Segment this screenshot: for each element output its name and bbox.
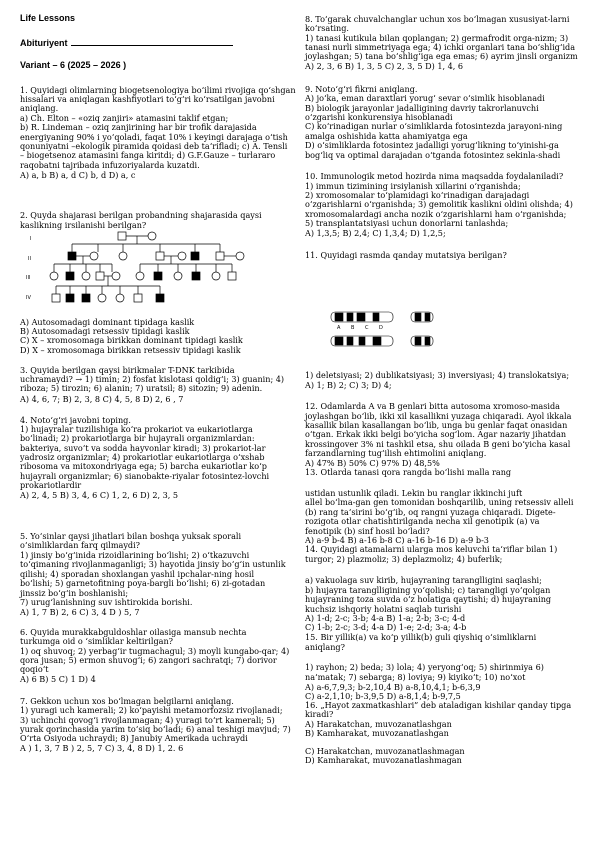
right-line: 15. Bir yillik(a) va koʻp yillik(b) guli qiyshiq oʻsimliklarni	[305, 632, 537, 642]
right-line: ustidan ustunlik qiladi. Lekin bu ranglar ikkinchi juft	[305, 488, 523, 498]
left-line: b) R. Lindeman – oziq zanjirining har bir trofik darajasida	[20, 122, 257, 132]
left-line: A) 2, 4, 5 B) 3, 4, 6 C) 1, 2, 6 D) 2, 3, 5	[20, 490, 179, 500]
left-line: qora jusan; 5) ermon shuvogʻi; 6) zangori sachratqi; 7) dorivor	[20, 655, 277, 665]
right-line: naʻmatak; 7) sebarga; 8) loviya; 9) kiyikoʻt; 10) noʻxot	[305, 672, 526, 682]
left-line: aniqlang.	[20, 103, 59, 113]
left-line: hissalari va aniqlagan kashfiyotlari toʻgʻri koʻrsatilgan javobni	[20, 94, 275, 104]
left-line: 1) jinsiy boʻgʻinida rizoidlarining boʻlishi; 2) oʻtkazuvchi	[20, 550, 250, 560]
right-line: 13. Otlarda tanasi qora rangda boʻlishi malla rang	[305, 467, 512, 477]
right-line: A) a-6,7,9,3; b-2,10,4 B) a-8,10,4,1; b-6,3,9	[305, 682, 481, 692]
left-line: ribosoma va mitoxondriyaga ega; 5) barcha eukariotlar koʻp	[20, 461, 267, 471]
student-label: Abituriyent	[20, 38, 68, 48]
student-name-line	[20, 38, 233, 48]
left-line: turkumga oid o ʻsimliklar keltirilgan?	[20, 636, 174, 646]
pedigree-chart	[20, 232, 260, 307]
left-line: 2. Quyda shajarasi berilgan probandning shajarasida qaysi	[20, 210, 262, 220]
right-line: D) oʻsimliklarda fotosintez jadalligi yorugʻlikning toʻyinishi-ga	[305, 140, 559, 150]
variant-label: Variant – 6 (2025 – 2026 )	[20, 60, 127, 70]
right-line: 1) rayhon; 2) beda; 3) lola; 4) yeryongʻoq; 5) shirinmiya 6)	[305, 662, 544, 672]
left-line: boʻlinadi; 2) prokariotlarga bir hujayrali organizmlardan:	[20, 433, 255, 443]
generation-label-iii: III	[26, 275, 31, 281]
left-line: 4. Notoʻgʻri javobni toping.	[20, 415, 131, 425]
left-line: A) 4, 6, 7; B) 2, 3, 8 C) 4, 5, 8 D) 2, 6 , 7	[20, 394, 184, 404]
right-line: (b) rang taʻsirini boʻgʻib, oq rangni yuzaga chiqaradi. Digete-	[305, 507, 556, 517]
right-line: oʻzgarishlarni oʻrganishda; 3) gemolitik kaslikni oldini olishda; 4)	[305, 199, 573, 209]
right-line: A) 47% B) 50% C) 97% D) 48,5%	[305, 458, 440, 468]
name-underline	[71, 38, 233, 46]
left-line: raqobatni tajribada infuzoriyalarda kuzatdi.	[20, 160, 200, 170]
left-line: kaslikning irsilanishi berilgan?	[20, 220, 147, 230]
left-line: bakteriya, suvoʻt va sodda hayvonlar kiradi; 3) prokariot-lar	[20, 443, 266, 453]
left-line: 5. Yoʻsinlar qaysi jihatlari bilan boshqa yuksak sporali	[20, 531, 242, 541]
right-line: kuchsiz ishqoriy holatni saqlab turishi	[305, 604, 462, 614]
right-line: joylashgan boʻlib, ikki xil kasallikni yuzaga chiqaradi. Ayol ikkala	[305, 411, 572, 421]
right-line: A) 2, 3, 6 B) 1, 3, 5 C) 2, 3, 5 D) 1, 4, 6	[305, 61, 464, 71]
left-line: A) Autosomadagi dominant tipidaga kaslik	[20, 317, 195, 327]
right-line: 1) tanasi kutikula bilan qoplangan; 2) germafrodit orga-nizm; 3)	[305, 33, 569, 43]
left-line: 7) urugʻlanishning suv ishtirokida borishi.	[20, 597, 193, 607]
chromosome-letter-d: D	[379, 325, 383, 331]
right-line: A) a-9 b-4 B) a-16 b-8 C) a-16 b-16 D) a-9 b-3	[305, 535, 489, 545]
left-line: qilishi; 4) sporadan shoxlangan yashil ipchalar-ning hosil	[20, 569, 255, 579]
left-line: boʻlishi; 5) garnetofitning poya-bargli boʻlishi; 6) zi-gotadan	[20, 578, 266, 588]
right-line: A) 1-d; 2-c; 3-b; 4-a B) 1-a; 2-b; 3-c; 4-d	[305, 613, 466, 623]
right-line: B) biologik jarayonlar jadalligining davriy takrorlanuvchi	[305, 103, 539, 113]
left-line: 1) hujayralar tuzilishiga koʻra prokariot va eukariotlarga	[20, 424, 253, 434]
left-line: yadrosiz organizmlar; 4) prokariotlar eukariotlarga oʻxshab	[20, 452, 265, 462]
right-line: A) 1; B) 2; C) 3; D) 4;	[305, 380, 392, 390]
right-line: koʻrsating.	[305, 23, 350, 33]
left-line: prokariotlardir	[20, 480, 82, 490]
right-line: C) a-2,1,10; b-3,9,5 D) a-8,1,4; b-9,7,5	[305, 691, 461, 701]
right-line: 9. Notoʻgʻri fikrni aniqlang.	[305, 84, 418, 94]
right-line: turgor; 2) plazmoliz; 3) deplazmoliz; 4) buferlik;	[305, 554, 503, 564]
left-line: A ) 1, 3, 7 B ) 2, 5, 7 C) 3, 4, 8 D) 1, 2. 6	[20, 743, 184, 753]
right-line: a) vakuolaga suv kirib, hujayraning taranglligini saqlashi;	[305, 575, 542, 585]
right-line: aniqlang?	[305, 642, 345, 652]
right-line: 12. Odamlarda A va B genlari bitta autosoma xromoso-masida	[305, 401, 560, 411]
right-line: b) hujayra taranglligining yoʻqolishi; c) tarangligi yoʻqolgan	[305, 585, 551, 595]
right-line: 16. „Hayot zaxmatkashlari” deb ataladigan kishilar qanday tipga	[305, 700, 572, 710]
chromosome-letter-b: B	[351, 325, 355, 331]
generation-label-i: I	[30, 236, 32, 242]
left-line: B) Autosomadagi retsessiv tipidagi kaslik	[20, 326, 190, 336]
left-line: A) 6 B) 5 C) 1 D) 4	[20, 674, 96, 684]
left-line: Oʻrta Osiyoda uchraydi; 8) Janubiy Amerikada uchraydi	[20, 733, 248, 743]
chromosome-letter-a: A	[337, 325, 341, 331]
right-line: oʻzgarishi konkurensiya hisoblanadi	[305, 112, 453, 122]
right-line: C) koʻrinadigan nurlar oʻsimliklarda fotosintezda jarayoni-ning	[305, 121, 563, 131]
right-line: amalga oshishida katta ahamiyatga ega	[305, 131, 468, 141]
right-line: allel boʻlma-gan gen tomonidan boshqarilib, uning retsessiv alleli	[305, 497, 574, 507]
left-line: C) X – xromosomaga birikkan dominant tipidagi kaslik	[20, 335, 243, 345]
right-line: hujayraning toza suvda oʻz holatiga qaytishi; d) hujayraning	[305, 594, 552, 604]
left-line: A) 1, 7 B) 2, 6 C) 3, 4 D ) 5, 7	[20, 607, 140, 617]
left-line: yurak qorinchasida yarim toʻsiq boʻladi; 6) anal teshigi mavjud; 7)	[20, 724, 291, 734]
left-line: 3) uchinchi qovogʻi rivojlanmagan; 4) yuragi toʻrt kamerali; 5)	[20, 715, 275, 725]
right-line: 14. Quyidagi atamalarni ularga mos keluvchi taʻriflar bilan 1)	[305, 544, 558, 554]
right-line: 1) immun tizimining irsiylanish xillarini oʻrganishda;	[305, 181, 521, 191]
generation-label-iv: IV	[26, 295, 31, 301]
left-line: 1) yuragi uch kamerali; 2) koʻpayishi metamorfozsiz rivojlanadi;	[20, 705, 283, 715]
right-line: bogʻliq va optimal darajadan oʻtganda fotosintez sekinla-shadi	[305, 150, 561, 160]
left-line: qoqioʻt	[20, 664, 49, 674]
left-line: oʻsimliklardan farq qilmaydi?	[20, 540, 141, 550]
right-line: 2) xromosomalar toʻplamidagi koʻrinadigan darajadagi	[305, 190, 530, 200]
right-line: C) Harakatchan, muvozanatlashmagan	[305, 746, 465, 756]
right-line: D) Kamharakat, muvozanatlashmagan	[305, 755, 462, 765]
left-line: 1. Quyidagi olimlarning biogetsenologiya boʻilimi rivojiga qoʻshgan	[20, 85, 296, 95]
left-line: jinssiz boʻgʻin boshlanishi;	[20, 588, 129, 598]
page-title: Life Lessons	[20, 13, 76, 23]
right-line: kasallik bilan kasallangan boʻlib, unga bu genlar faqat onasidan	[305, 420, 568, 430]
left-line: uchramaydi? → 1) timin; 2) fosfat kislotasi qoldigʻi; 3) guanin; 4)	[20, 374, 285, 384]
left-line: A) a, b B) a, d C) b, d D) a, c	[20, 170, 136, 180]
right-line: xromosomalardagi ancha nozik oʻzgarishlarni ham oʻrganishda;	[305, 209, 567, 219]
right-line: B) Kamharakat, muvozanatlashgan	[305, 728, 449, 738]
left-line: qonuniyatni –ekologik piramida qoidasi deb taʻrifladi; c) A. Tensli	[20, 141, 288, 151]
right-line: fenotipik (b) sinf hosil boʻladi?	[305, 526, 430, 536]
left-line: – biogetsenoz atamasini fanga kiritdi; d) G.F.Gauze – turlararo	[20, 150, 276, 160]
left-line: 6. Quyida murakkabguldoshlar oilasiga mansub nechta	[20, 627, 247, 637]
left-line: 3. Quyida berilgan qaysi birikmalar T-DNK tarkibida	[20, 365, 235, 375]
right-line: tanasi nurli simmetriyaga ega; 4) ichki organlari tana boʻshligʻida	[305, 42, 576, 52]
generation-label-ii: II	[28, 256, 31, 262]
right-line: A) Harakatchan, muvozanatlashgan	[305, 719, 452, 729]
right-line: 10. Immunologik metod hozirda nima maqsadda foydalaniladi?	[305, 171, 564, 181]
left-line: 1) oq shuvoq; 2) yerbagʻir tugmachagul; 3) moyli kungabo-qar; 4)	[20, 646, 290, 656]
chromosome-letter-c: C	[365, 325, 369, 331]
left-line: 7. Gekkon uchun xos boʻlmagan belgilarni aniqlang.	[20, 696, 234, 706]
left-line: toʻqimaning rivojlanmaganligi; 3) hayotida jinsiy boʻgʻin ustunlik	[20, 559, 286, 569]
right-line: rozigota otlar chatishtirilganda necha xil genotipik (a) va	[305, 516, 540, 526]
right-line: 8. Toʻgarak chuvalchanglar uchun xos boʻlmagan xususiyat-larni	[305, 14, 570, 24]
right-line: C) 1-b; 2-c; 3-d; 4-a D) 1-e; 2-d; 3-a; 4-b	[305, 622, 467, 632]
left-line: hujayrali organizmlar; 6) sianobakte-riyalar fotosintez-lovchi	[20, 471, 270, 481]
left-line: D) X – xromosomaga birikkan retsessiv tipidagi kaslik	[20, 345, 241, 355]
right-line: A) joʻka, eman daraxtlari yorugʻ sevar oʻsimlik hisoblanadi	[305, 93, 545, 103]
right-line: kiradi?	[305, 709, 334, 719]
chromosome-mutation-figure	[313, 306, 463, 356]
right-line: krossingover 3% ni tashkil etsa, shu oilada B geni boʻyicha kasal	[305, 439, 571, 449]
left-line: riboza; 5) tirozin; 6) alanin; 7) uratsil; 8) sitozin; 9) adenin.	[20, 383, 263, 393]
right-line: 1) deletsiyasi; 2) dublikatsiyasi; 3) inversiyasi; 4) translokatsiya;	[305, 370, 570, 380]
right-line: A) 1,3,5; B) 2,4; C) 1,3,4; D) 1,2,5;	[305, 228, 446, 238]
right-line: oʻtgan. Erkak ikki belgi boʻyicha sogʻlom. Agar nazariy jihatdan	[305, 429, 567, 439]
left-line: a) Ch. Elton – «oziq zanjiri» atamasini taklif etgan;	[20, 113, 229, 123]
right-line: farzandlarning tugʻilish ehtimolini aniqlang.	[305, 448, 487, 458]
right-line: 5) transplantatsiyasi uchun donorlarni tanlashda;	[305, 218, 509, 228]
left-line: energiyaning 90% i yoʻqoladi, faqat 10% i keyingi darajaga oʻtish	[20, 132, 288, 142]
right-line: joylashgan; 5) tana boʻshligʻiga ega emas; 6) ayrim jinsli organizm	[305, 51, 578, 61]
right-line: 11. Quyidagi rasmda qanday mutatsiya berilgan?	[305, 250, 507, 260]
